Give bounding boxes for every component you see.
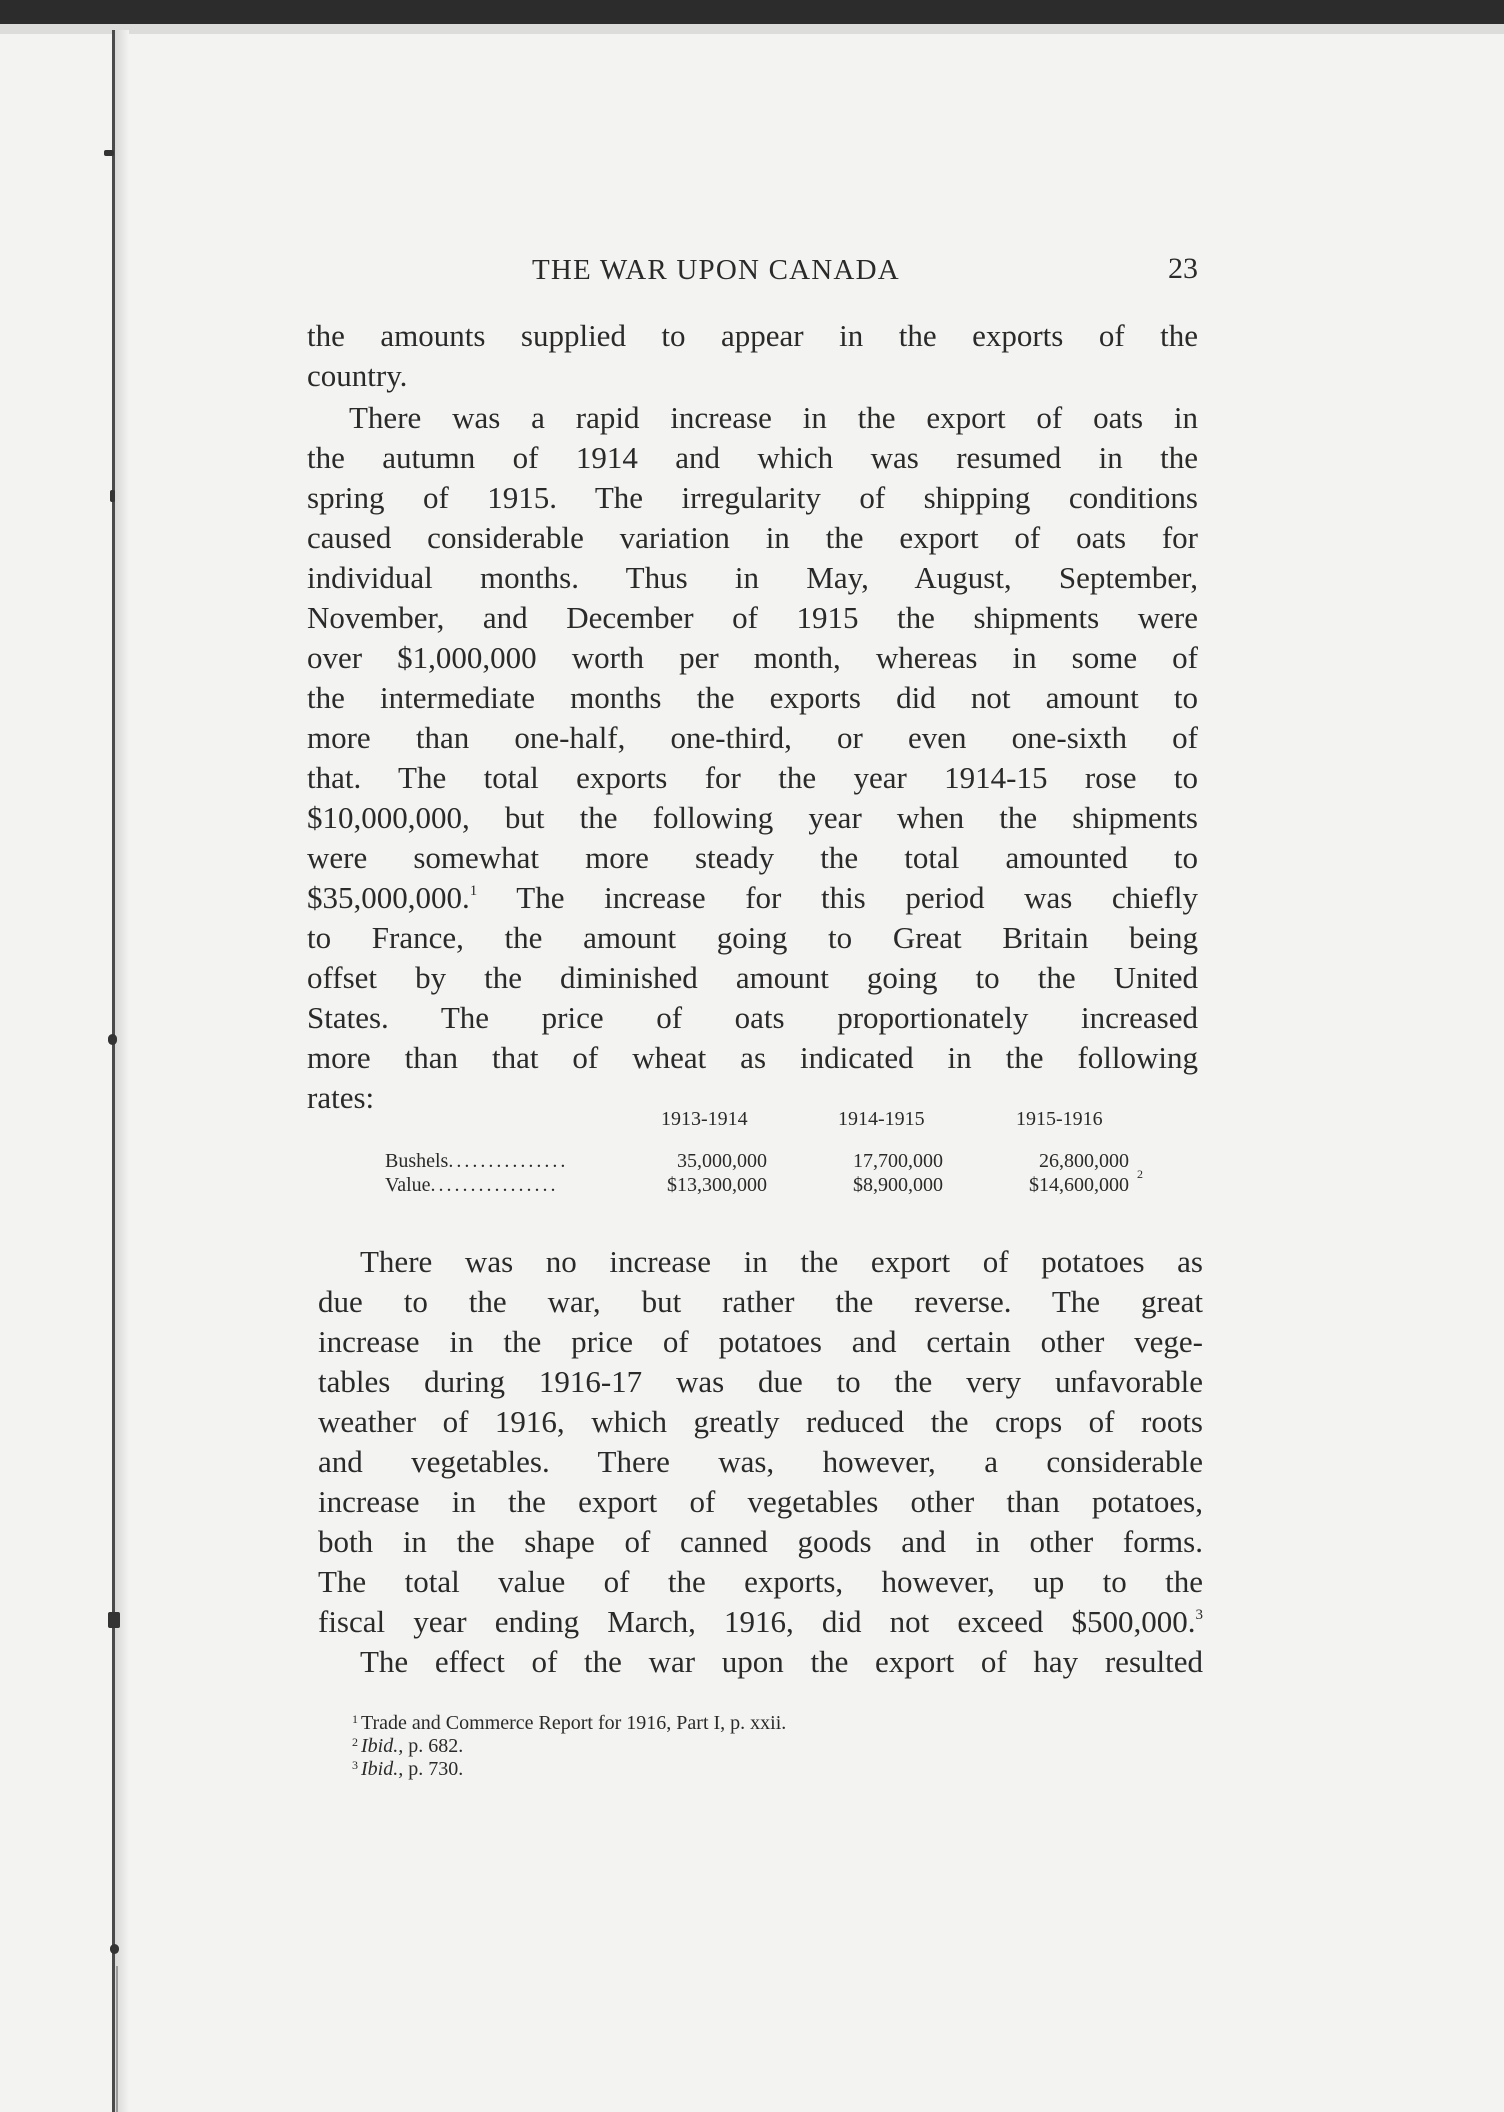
- row-label-text: Bushels: [385, 1150, 449, 1172]
- margin-speck: [104, 150, 114, 156]
- text-line: the autumn of 1914 and which was resumed in the: [307, 440, 1198, 475]
- text-fragment: $35,000,000.: [307, 880, 470, 915]
- text-line: weather of 1916, which greatly reduced the crops of roots: [318, 1404, 1203, 1439]
- footnotes: [352, 1708, 1112, 1780]
- table-cell: 26,800,000: [1039, 1150, 1129, 1172]
- footnote-reference: 1: [469, 883, 478, 899]
- text-line: November, and December of 1915 the shipments were: [307, 600, 1198, 635]
- text-line: caused considerable variation in the export of oats for: [307, 520, 1198, 555]
- footnote: [352, 1708, 1112, 1734]
- text-fragment: fiscal year ending March, 1916, did not exceed $500,000.: [318, 1604, 1196, 1639]
- text-line-with-footnote: [307, 878, 1198, 918]
- text-line: spring of 1915. The irregularity of shipping conditions: [307, 480, 1198, 515]
- footnote-text: p. 682.: [403, 1735, 464, 1757]
- leader-dots: ................: [430, 1174, 559, 1196]
- text-line: were somewhat more steady the total amounted to: [307, 840, 1198, 875]
- text-line: more than that of wheat as indicated in the following: [307, 1040, 1198, 1075]
- footnote: [352, 1731, 1112, 1757]
- paragraph-continuation: [307, 316, 1198, 396]
- text-line: that. The total exports for the year 1914-15 rose to: [307, 760, 1198, 795]
- text-line: over $1,000,000 worth per month, whereas in some of: [307, 640, 1198, 675]
- footnote-text: p. 730.: [403, 1758, 464, 1780]
- footnote-mark: 3: [352, 1758, 358, 1772]
- binding-shadow: [115, 30, 129, 2112]
- footnote-ibid: Ibid.,: [361, 1735, 404, 1757]
- running-head: [307, 254, 1198, 290]
- table-cell: 35,000,000: [677, 1150, 767, 1172]
- text-line: increase in the price of potatoes and certain other vege-: [318, 1324, 1203, 1359]
- gutter-line: [116, 1966, 118, 2112]
- text-line: country.: [307, 358, 408, 393]
- text-line: $10,000,000, but the following year when the shipments: [307, 800, 1198, 835]
- table-cell: 17,700,000: [853, 1150, 943, 1172]
- column-header: 1915-1916: [1016, 1108, 1103, 1130]
- margin-speck: [108, 1612, 120, 1628]
- text-line: due to the war, but rather the reverse. The great: [318, 1284, 1203, 1319]
- column-header: 1914-1915: [838, 1108, 925, 1130]
- table-cell: $14,600,000: [1029, 1174, 1129, 1196]
- footnote-text: Trade and Commerce Report for 1916, Part I, p. xxii.: [361, 1712, 787, 1734]
- text-line: There was no increase in the export of potatoes as: [360, 1244, 1203, 1279]
- text-line: the amounts supplied to appear in the exports of the: [307, 318, 1198, 353]
- margin-speck: [108, 1034, 117, 1045]
- running-title: THE WAR UPON CANADA: [532, 254, 900, 286]
- text-line-with-footnote: [318, 1602, 1203, 1642]
- text-line: offset by the diminished amount going to the United: [307, 960, 1198, 995]
- footnote-mark: 2: [352, 1735, 358, 1749]
- oats-export-table: 1913-1914 1914-1915 1915-1916 Bushels............... 35,000,000 17,700,000 26,800,000 Value................ $13,300,000 $8,900,000 $14,600,000 2: [385, 1108, 1143, 1196]
- scanner-top-shadow: [0, 24, 1504, 34]
- text-line: individual months. Thus in May, August, September,: [307, 560, 1198, 595]
- text-line: There was a rapid increase in the export of oats in: [349, 400, 1198, 435]
- margin-speck: [110, 490, 115, 502]
- text-line: tables during 1916-17 was due to the very unfavorable: [318, 1364, 1203, 1399]
- table-cell: $8,900,000: [853, 1174, 943, 1196]
- footnote: [352, 1754, 1112, 1780]
- text-line: The total value of the exports, however, up to the: [318, 1564, 1203, 1599]
- text-line: and vegetables. There was, however, a considerable: [318, 1444, 1203, 1479]
- text-line: States. The price of oats proportionately increased: [307, 1000, 1198, 1035]
- text-line: both in the shape of canned goods and in other forms.: [318, 1524, 1203, 1559]
- margin-speck: [110, 1944, 119, 1954]
- footnote-ibid: Ibid.,: [361, 1758, 404, 1780]
- text-line: more than one-half, one-third, or even one-sixth of: [307, 720, 1198, 755]
- scanner-top-border: [0, 0, 1504, 24]
- page-number: 23: [1168, 252, 1198, 285]
- paragraph-oats: [307, 398, 1198, 1118]
- text-line: The effect of the war upon the export of hay resulted: [360, 1644, 1203, 1679]
- text-line: the intermediate months the exports did not amount to: [307, 680, 1198, 715]
- footnote-mark: 1: [352, 1712, 358, 1726]
- text-line: rates:: [307, 1080, 375, 1115]
- table-row-label: [385, 1150, 568, 1173]
- paragraph-potatoes: [318, 1242, 1203, 1682]
- table-row-label: [385, 1174, 559, 1197]
- table-cell: $13,300,000: [667, 1174, 767, 1196]
- text-line: to France, the amount going to Great Britain being: [307, 920, 1198, 955]
- text-line: increase in the export of vegetables other than potatoes,: [318, 1484, 1203, 1519]
- text-fragment: The increase for this period was chiefly: [516, 880, 1198, 915]
- column-header: 1913-1914: [661, 1108, 748, 1130]
- row-label-text: Value: [385, 1174, 431, 1196]
- footnote-reference: 3: [1195, 1607, 1203, 1623]
- leader-dots: ...............: [448, 1150, 569, 1172]
